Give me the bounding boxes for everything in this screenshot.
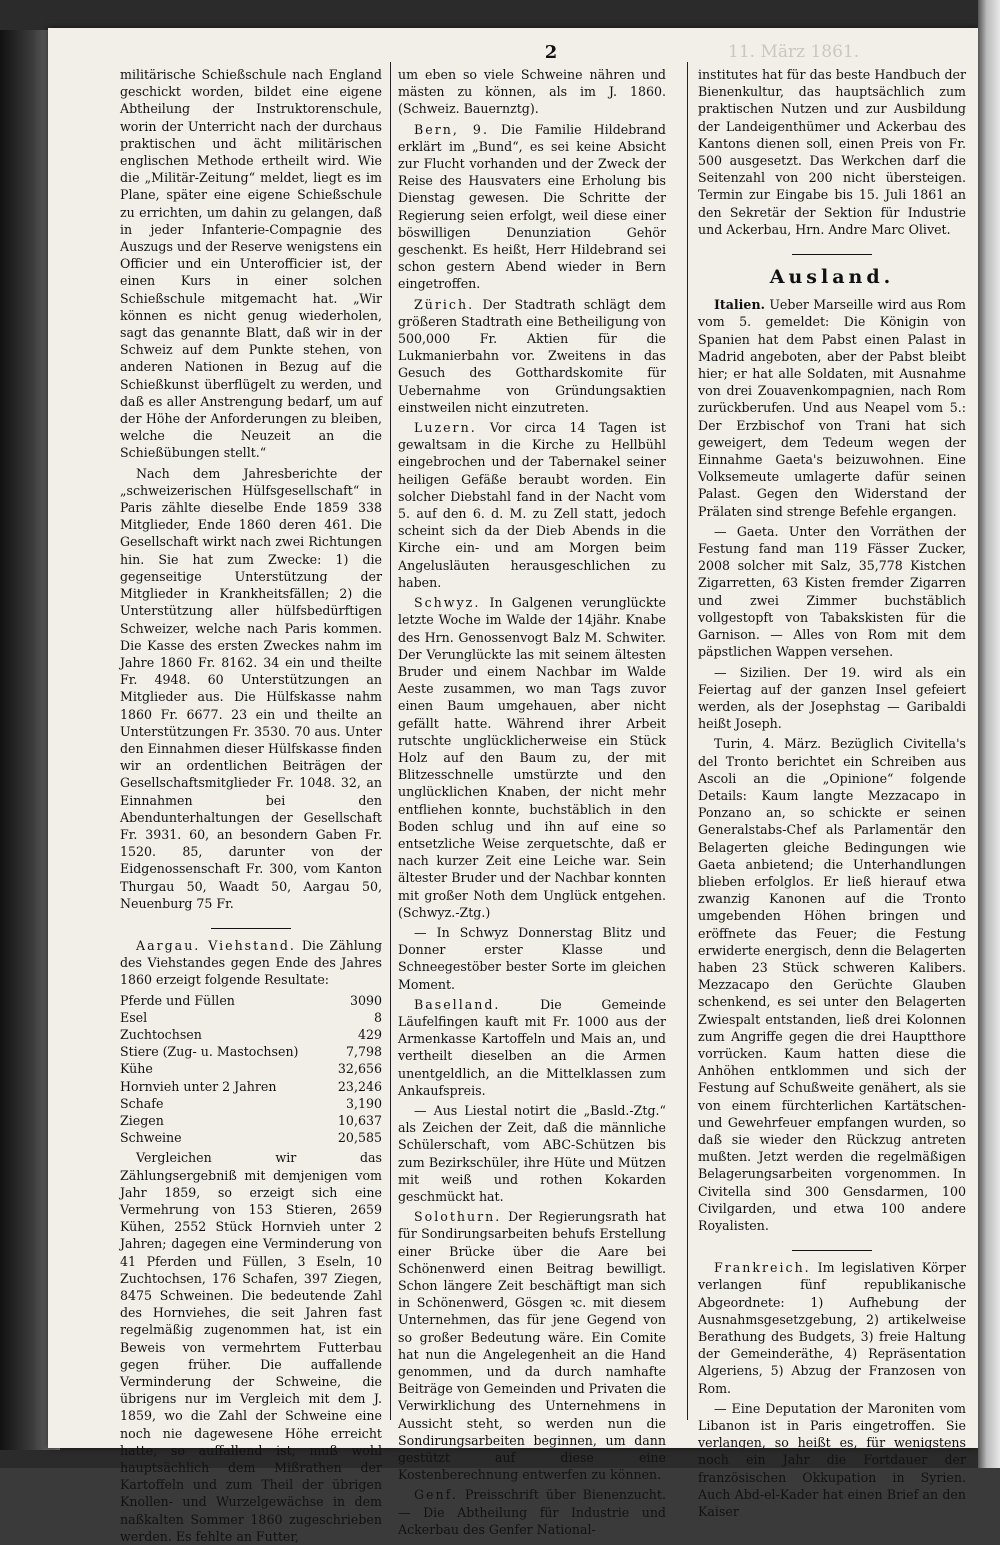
article-frankreich [698, 1259, 966, 1397]
separator-rule [698, 245, 966, 255]
article-turin: Turin, 4. März. Bezüglich Civitella's del Tronto berichtet ein Schreiben aus Ascoli an die „Opinione“ folgende Details: Kaum langte Mezzacapo in Ponzano an, so schickte er seinen Generalstabs-Chef als Parlamentär den Belagerten gleiche Bedingungen wie Gaeta anbietend; die Unterhandlungen blieben erfolglos. Er ließ hierauf etwa zwanzig Kanonen auf die Tronto umgebenden Höhen bringen und eröffnete das Feuer; die Festung erwiderte energisch, denn die Belagerten haben 23 Stück schweren Kalibers. Mezzacapo den Gerüchte Glauben schenkend, es sei unter den Belagerten Zwiespalt entstanden, ließ drei Kolonnen zum Angriffe gegen die drei Hauptthore vorrücken. Kaum hatten diese die Anhöhen entklommen und sich der Festung auf Schußweite genähert, als sie von einem fürchterlichen Kartätschen- und Gewehrfeuer empfangen wurden, so daß sie wieder den Rückzug antreten mußten. Jetzt werden die regelmäßigen Belagerungsarbeiten vorgenommen. In Civitella sind 300 Gensdarmen, 100 Civilgarden, und etwa 100 andere Royalisten. [698, 736, 966, 1233]
livestock-value: 32,656 [337, 1061, 382, 1077]
dateline: Genf. [414, 1487, 458, 1503]
article-baselland [398, 996, 666, 1099]
table-row [120, 1095, 382, 1112]
livestock-value: 429 [357, 1026, 382, 1042]
table-row [120, 992, 382, 1009]
article-italien [698, 296, 966, 520]
livestock-label: Zuchtochsen [120, 1026, 202, 1042]
article-bern [398, 121, 666, 293]
article-maroniten: — Eine Deputation der Maroniten vom Libanon ist in Paris eingetroffen. Sie verlangen, so heißt es, für wenigstens noch ein Jahr die Fortdauer der französischen Okkupation in Syrien. Auch Abd-el-Kader hat einen Brief an den Kaiser [698, 1400, 966, 1520]
article-text: Die Zählung des Viehstandes gegen Ende des Jahres 1860 erzeigt folgende Resultate: [120, 937, 383, 988]
column-middle [398, 66, 666, 1537]
livestock-label: Ziegen [120, 1112, 164, 1128]
livestock-value: 23,246 [337, 1078, 382, 1094]
bleed-through-header: 11. März 1861. [728, 42, 860, 62]
article-liestal: — Aus Liestal notirt die „Basld.-Ztg.“ als Zeichen der Zeit, daß die männliche Schülerschaft, vom ABC-Schützen bis zum Bezirkschüler, ihre Hüte und Mützen mit weiß und rothen Kokarden geschmückt hat. [398, 1102, 666, 1204]
dateline: Aargau. Viehstand. [136, 937, 296, 953]
column-rule [687, 62, 688, 1420]
dateline: Bern, 9. [414, 121, 489, 137]
article-genf [398, 1486, 666, 1538]
article-sizilien: — Sizilien. Der 19. wird als ein Feiertag auf der ganzen Insel gefeiert werden, als der Josephstag — Garibaldi heißt Joseph. [698, 664, 966, 732]
table-row [120, 1043, 382, 1060]
column-rule [390, 62, 391, 1420]
table-row [120, 1129, 382, 1146]
article-luzern [398, 419, 666, 591]
article-aargau-comparison: Vergleichen wir das Zählungsergebniß mit demjenigen vom Jahr 1859, so erzeigt sich eine Vermehrung von 153 Stieren, 2659 Kühen, 2552 Stück Hornvieh unter 2 Jahren; dagegen eine Verminderung von 41 Pferden und Füllen, 3 Eseln, 10 Zuchtochsen, 176 Schafen, 397 Ziegen, 8475 Schweinen. Die bedeutende Zahl des Hornviehes, die seit Jahren fast regelmäßig zugenommen hat, ist ein Beweis von vermehrtem Futterbau gegen früher. Die auffallende Verminderung der Schweine, die übrigens nur im Vergleich mit dem J. 1859, wo die Zahl der Schweine eine noch nie dagewesene Höhe erreicht hatte, so auffallend ist, muß wohl hauptsächlich dem Mißrathen der Kartoffeln und zum Theil der übrigen Knollen- und Wurzelgewächse in dem naßkalten Sommer 1860 zugeschrieben werden. Es fehlte an Futter, [120, 1150, 382, 1544]
article-solothurn [398, 1208, 666, 1483]
article-text: Ueber Marseille wird aus Rom vom 5. gemeldet: Die Königin von Spanien hat dem Pabst einen Palast in Madrid angeboten, aber der Pabst bleibt hier; er hat alle Soldaten, mit Ausnahme von drei Zouavenkompagnien, nach Rom zurückberufen. Und aus Neapel vom 5.: Der Erzbischof von Trani hat sich geweigert, dem Tedeum wegen der Einnahme Gaeta's beizuwohnen. Eine Volksemeute umlagerte dafür seinen Palast. Gegen den Widerstand der Prälaten sind strenge Befehle ergangen. [698, 297, 966, 519]
livestock-label: Stiere (Zug- u. Mastochsen) [120, 1044, 299, 1060]
article-text: Die Familie Hildebrand erklärt im „Bund“, es sei keine Absicht zur Flucht vorhanden und der Zweck der Reise des Hausvaters eine Erholung bis Dienstag gewesen. Die Schritte der Regierung seien erfolgt, weil diese einer böswilligen Denunziation Gehör geschenkt. Es heißt, Herr Hildebrand sei schon gestern Abend wieder in Bern eingetroffen. [398, 121, 666, 292]
livestock-label: Esel [120, 1009, 148, 1025]
article-huelfsgesellschaft: Nach dem Jahresberichte der „schweizerischen Hülfsgesellschaft“ in Paris zählte dieselbe Ende 1859 338 Mitglieder, Ende 1860 deren 461. Die Gesellschaft wirkt nach zwei Richtungen hin. Sie hat zum Zwecke: 1) die gegenseitige Unterstützung der Mitglieder in Krankheitsfällen; 2) die Unterstützung aller hülfsbedürftigen Schweizer, welche nach Paris kommen. Die Kasse des ersten Zweckes nahm im Jahre 1860 Fr. 8162. 34 ein und theilte Fr. 4948. 60 Unterstützungen an Mitglieder aus. Die Hülfskasse nahm 1860 Fr. 6677. 23 ein und theilte an Unterstützungen Fr. 3530. 70 aus. Unter den Einnahmen dieser Hülfskasse finden wir an ordentlichen Beiträgen der Gesellschaftsmitglieder Fr. 1048. 32, an Einnahmen bei den Abendunterhaltungen der Gesellschaft Fr. 3931. 60, an besondern Gaben Fr. 1520. 85, darunter von der Eidgenossenschaft Fr. 300, vom Kanton Thurgau 50, Waadt 50, Aargau 50, Neuenburg 75 Fr. [120, 465, 382, 911]
country-heading: Italien. [714, 297, 765, 313]
article-schwyz-weather: — In Schwyz Donnerstag Blitz und Donner erster Klasse und Schneegestöber bester Sorte im gleichen Moment. [398, 924, 666, 992]
livestock-label: Schweine [120, 1130, 182, 1146]
livestock-value: 3,190 [345, 1095, 382, 1111]
table-row [120, 1112, 382, 1129]
article-continuation: um eben so viele Schweine nähren und mästen zu können, als im J. 1860. (Schweiz. Bauernztg). [398, 67, 666, 117]
dateline: Zürich. [414, 296, 475, 312]
article-text: Im legislativen Körper verlangen fünf republikanische Abgeordnete: 1) Aufhebung der Ausnahmsgesetzgebung, 2) artikelweise Berathung des Budgets, 3) freie Haltung der Gemeinderäthe, 4) Repräsentation Algeriens, 5) Abzug der Franzosen von Rom. [698, 1260, 966, 1396]
livestock-label: Kühe [120, 1061, 153, 1077]
article-text: Die Gemeinde Läufelfingen kauft mit Fr. 1000 aus der Armenkasse Kartoffeln und Mais an, und vertheilt dieselben an die Armen unentgeldlich, an die Mittelklassen zum Ankaufspreis. [398, 996, 666, 1098]
dateline: Luzern. [414, 420, 477, 436]
country-heading: Frankreich. [714, 1260, 811, 1276]
article-text: In Galgenen verunglückte letzte Woche im Walde der 14jähr. Knabe des Hrn. Genossenvogt Balz M. Schwiter. Der Verunglückte las mit seinem ältesten Bruder und einem Nachbar im Walde Aeste zusammen, wo man Tags zuvor einen Baum umgehauen, aber nicht gefällt hatte. Während ihrer Arbeit rutschte unglücklicherweise ein Stück Holz auf den Baum zu, der mit Blitzesschnelle umstürzte und den unglücklichen Knaben, der nicht mehr entfliehen konnte, buchstäblich in den Boden schlug und ihn auf eine so entsetzliche Weise zerquetschte, daß er nach kurzer Zeit eine Leiche war. Sein ältester Bruder und der Nachbar konnten mit großer Noth dem Unglück entgehen. (Schwyz.-Ztg.) [398, 595, 666, 920]
page-number: 2 [544, 42, 558, 63]
livestock-value: 3090 [349, 992, 382, 1008]
article-text: Der Stadtrath schlägt dem größeren Stadtrath eine Betheiligung von 500,000 Fr. Aktien für die Lukmanierbahn vor. Zweitens in das Gesuch des Gotthardskomite für Uebernahme von Gründungsaktien einstweilen nicht einzutreten. [398, 296, 666, 415]
table-row [120, 1078, 382, 1095]
livestock-table [120, 992, 382, 1147]
table-row [120, 1009, 382, 1026]
article-schiessschule: militärische Schießschule nach England geschickt worden, bildet eine eigene Abtheilung der Instruktorenschule, worin der Unterricht nach der durchaus praktischen und ächt militärischen englischen Methode ertheilt wird. Wie die „Militär-Zeitung“ meldet, liegt es im Plane, später eine eigene Schießschule zu errichten, um dahin zu gelangen, daß in jeder Infanterie-Compagnie des Auszugs und der Reserve wenigstens ein Officier und ein Unterofficier ist, der einen Kurs in einer solchen Schießschule mitgemacht hat. „Wir können es nicht genug wiederholen, sagt das genannte Blatt, daß wir in der Schweiz auf dem Punkte stehen, von anderen Nationen in Bezug auf die Schießkunst überflügelt zu werden, und daß es aller Anstrengung bedarf, um auf der Höhe der Anforderungen zu bleiben, welche die Neuzeit an die Schießübungen stellt.“ [120, 67, 382, 461]
article-gaeta: — Gaeta. Unter den Vorräthen der Festung fand man 119 Fässer Zucker, 2008 solcher mit Salz, 35,778 Kistchen Zigarretten, 63 Kisten fremder Zigarren und zwei Zimmer buchstäblich vollgestopft von Tabakskisten für die Garnison. — Alles von Rom mit dem päpstlichen Wappen versehen. [698, 523, 966, 660]
separator-rule [698, 1241, 966, 1251]
livestock-label: Pferde und Füllen [120, 992, 235, 1008]
article-aargau-intro [120, 937, 382, 989]
dateline: Schwyz. [414, 595, 481, 611]
article-continuation: institutes hat für das beste Handbuch der Bienenkultur, das hauptsächlich zum praktischen Nutzen und zur Ausbildung der Landeigenthümer und Ackerbau des Kantons dienen soll, einen Preis von Fr. 500 ausgesetzt. Das Werkchen darf die Seitenzahl von 200 nicht übersteigen. Termin zur Eingabe bis 15. Juli 1861 an den Sekretär der Sektion für Industrie und Ackerbau, Hrn. Andre Marc Olivet. [698, 67, 966, 237]
livestock-label: Schafe [120, 1095, 164, 1111]
dateline: Baselland. [414, 996, 501, 1012]
dateline: Solothurn. [414, 1209, 502, 1225]
article-text: Preisschrift über Bienenzucht. — Die Abtheilung für Industrie und Ackerbau des Genfer National- [398, 1487, 666, 1537]
article-text: Der Regierungsrath hat für Sondirungsarbeiten behufs Erstellung einer Brücke über die Aare bei Schönenwerd einen Beitrag bewilligt. Schon längere Zeit beschäftigt man sich in Schönenwerd, Gösgen ꝛc. mit diesem Unternehmen, das für jene Gegend von so großer Bedeutung wäre. Ein Comite hat nun die Angelegenheit an die Hand genommen, und da durch namhafte Beiträge von Gemeinden und Privaten die Verwirklichung des Unternehmens in Aussicht steht, so werden nun die Sondirungsarbeiten beginnen, um dann gestützt auf diese eine Kostenberechnung entwerfen zu können. [398, 1209, 666, 1483]
table-row [120, 1060, 382, 1077]
article-zuerich [398, 296, 666, 416]
article-text: Vor circa 14 Tagen ist gewaltsam in die Kirche zu Hellbühl eingebrochen und der Tabernakel seiner heiligen Gefäße beraubt worden. Ein solcher Diebstahl fand in der Nacht vom 5. auf den 6. d. M. zu Zell statt, jedoch scheint sich da der Dieb Abends in die Kirche ein- und am Morgen beim Angelusläuten herausgeschlichen zu haben. [398, 420, 666, 590]
separator-rule [120, 919, 382, 929]
table-row [120, 1026, 382, 1043]
livestock-value: 20,585 [337, 1130, 382, 1146]
column-left [120, 66, 383, 1544]
livestock-value: 10,637 [337, 1112, 382, 1128]
column-right [698, 66, 966, 1520]
livestock-label: Hornvieh unter 2 Jahren [120, 1078, 277, 1094]
article-schwyz [398, 594, 666, 921]
page-edge-strip [978, 0, 1000, 1468]
livestock-value: 8 [373, 1009, 382, 1025]
section-title-ausland: Ausland. [769, 266, 895, 289]
livestock-value: 7,798 [345, 1044, 382, 1060]
